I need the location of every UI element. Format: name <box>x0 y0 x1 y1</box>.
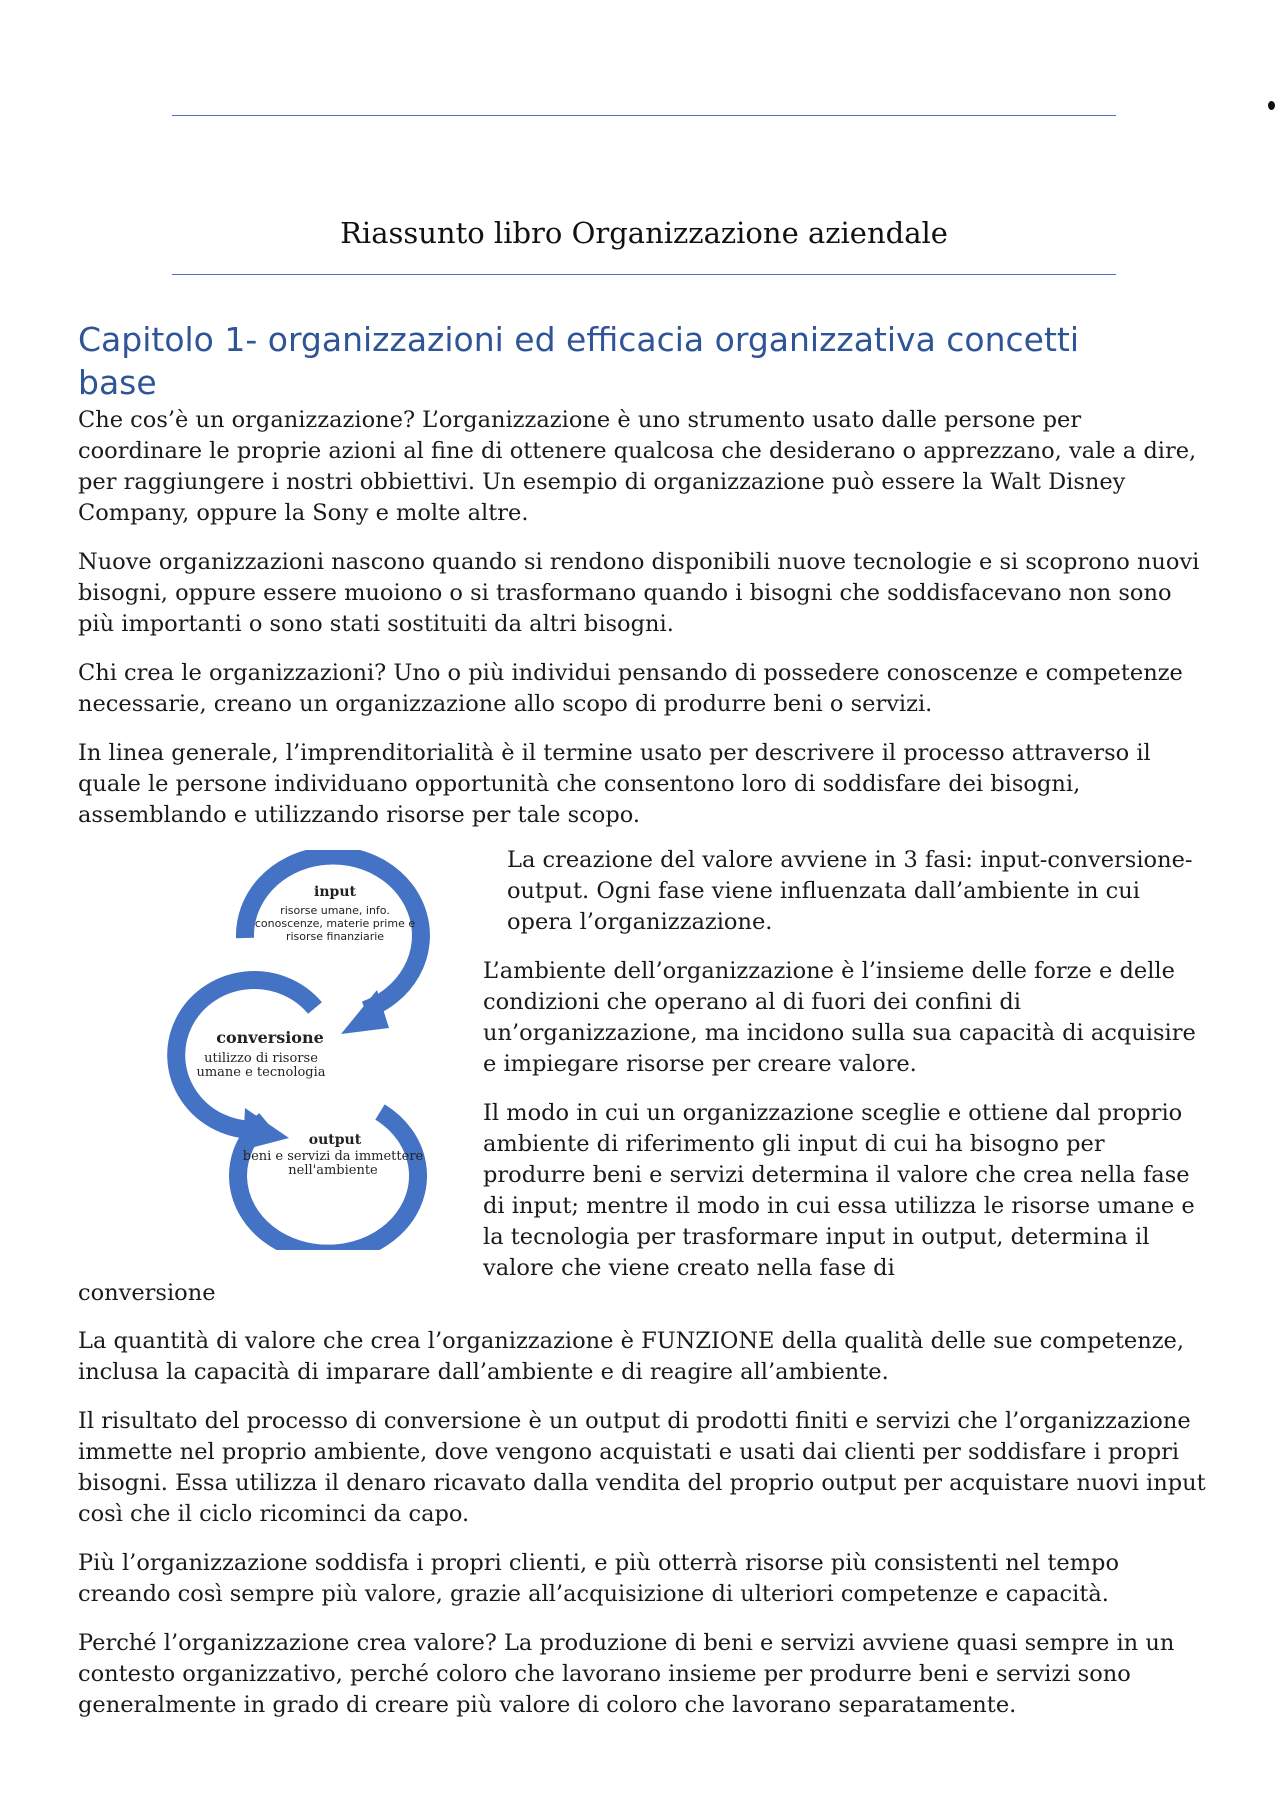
document-title: Riassunto libro Organizzazione aziendale <box>340 216 948 250</box>
chapter-heading: Capitolo 1- organizzazioni ed efficacia organizzativa concetti base <box>78 320 1080 402</box>
conversion-line: umane e tecnologia <box>196 1065 326 1080</box>
intro-paragraphs <box>78 405 1208 831</box>
output-line: nell'ambiente <box>288 1163 378 1178</box>
conversion-desc <box>191 1052 331 1080</box>
output-label <box>285 1132 385 1148</box>
paragraph: Perché l’organizzazione crea valore? La produzione di beni e servizi avviene quasi sempre in un contesto organizzativo, perché coloro che lavorano insieme per produrre beni e servizi sono generalmente in grado di creare più valore di coloro che lavorano separatamente. <box>78 1630 1175 1718</box>
output-line: beni e servizi da immettere <box>242 1149 424 1164</box>
input-line: conoscenze, materie prime e <box>254 917 416 930</box>
paragraph: La creazione del valore avviene in 3 fasi: input-conversione-output. Ogni fase viene influenzata dall’ambiente in cui opera l’organizzazione. <box>507 847 1193 935</box>
paragraph: Più l’organizzazione soddisfa i propri clienti, e più otterrà risorse più consistenti nel tempo creando così sempre più valore, grazie all’acquisizione di ulteriori competenze e capacità. <box>78 1550 1119 1607</box>
side-paragraphs <box>483 845 1203 1284</box>
output-desc <box>233 1150 433 1178</box>
paragraph: Nuove organizzazioni nascono quando si rendono disponibili nuove tecnologie e si scoprono nuovi bisogni, oppure essere muoiono o si trasformano quando i bisogni che soddisfacevano non sono più importanti o sono stati sostituiti da altri bisogni. <box>78 549 1200 637</box>
input-desc <box>240 904 430 943</box>
closing-paragraphs <box>78 1326 1208 1721</box>
continuation-text: conversione <box>78 1280 216 1306</box>
paragraph: La quantità di valore che crea l’organizzazione è FUNZIONE della qualità delle sue competenze, inclusa la capacità di imparare dall’ambiente e di reagire all’ambiente. <box>78 1328 1185 1385</box>
conversion-title: conversione <box>216 1028 324 1047</box>
paragraph: Il modo in cui un organizzazione sceglie e ottiene dal proprio ambiente di riferimento gli input di cui ha bisogno per produrre beni e servizi determina il valore che crea nella fase di input; mentre il modo in cui essa utilizza le risorse umane e la tecnologia per trasformare input in output, determina il valore che viene creato nella fase di <box>483 1100 1195 1281</box>
conversion-label <box>205 1028 335 1047</box>
input-title: input <box>314 884 356 900</box>
paragraph: In linea generale, l’imprenditorialità è il termine usato per descrivere il processo attraverso il quale le persone individuano opportunità che consentono loro di soddisfare dei bisogni, assemblando e utilizzando risorse per tale scopo. <box>78 740 1151 828</box>
conversion-line: utilizzo di risorse <box>204 1051 318 1066</box>
paragraph: L’ambiente dell’organizzazione è l’insieme delle forze e delle condizioni che operano al di fuori dei confini di un’organizzazione, ma incidono sulla sua capacità di acquisire e impiegare risorse per creare valore. <box>483 958 1196 1077</box>
title-underline <box>172 274 1116 275</box>
paragraph: Chi crea le organizzazioni? Uno o più individui pensando di possedere conoscenze e competenze necessarie, creano un organizzazione allo scopo di produrre beni o servizi. <box>78 660 1183 717</box>
paragraph: Che cos’è un organizzazione? L’organizzazione è uno strumento usato dalle persone per coordinare le proprie azioni al fine di ottenere qualcosa che desiderano o apprezzano, vale a dire, per raggiungere i nostri obbiettivi. Un esempio di organizzazione può essere la Walt Disney Company, oppure la Sony e molte altre. <box>78 407 1197 526</box>
output-title: output <box>308 1132 362 1148</box>
value-cycle-diagram <box>165 850 465 1250</box>
ink-mark <box>1268 101 1275 110</box>
paragraph: Il risultato del processo di conversione è un output di prodotti finiti e servizi che l’organizzazione immette nel proprio ambiente, dove vengono acquistati e usati dai clienti per soddisfare i propri bisogni. Essa utilizza il denaro ricavato dalla vendita del proprio output per acquistare nuovi input così che il ciclo ricominci da capo. <box>78 1408 1206 1527</box>
input-line: risorse umane, info. <box>280 904 390 917</box>
header-rule <box>172 115 1116 116</box>
input-label <box>275 884 395 900</box>
input-line: risorse finanziarie <box>285 930 385 943</box>
